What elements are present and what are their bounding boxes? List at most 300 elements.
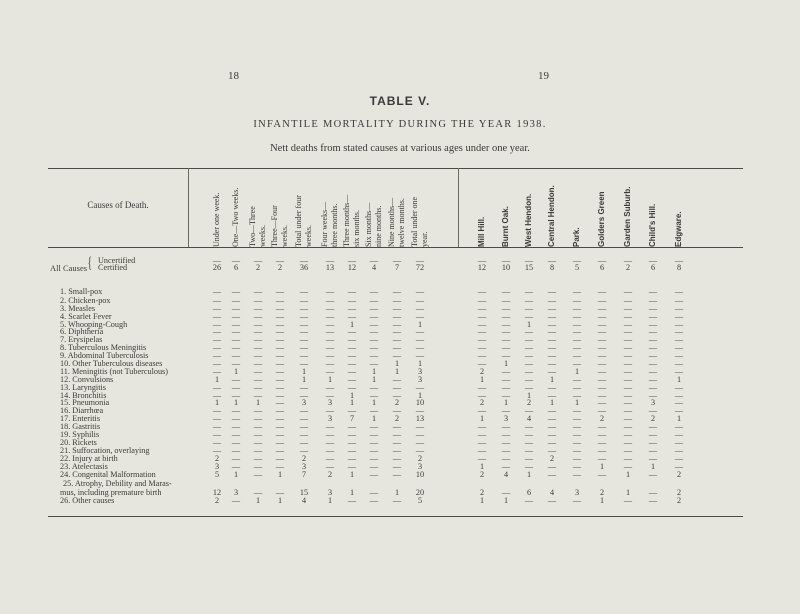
table-cell: — [501, 438, 511, 447]
table-cell: — [674, 335, 684, 344]
table-cell: — [253, 320, 263, 329]
table-cell: — [231, 383, 241, 392]
table-cell: 1 [233, 398, 239, 407]
table-cell: — [648, 430, 658, 439]
row-label: 6. Diphtheria [60, 327, 104, 336]
table-cell: 1 [479, 414, 485, 423]
row-label: 4. Scarlet Fever [60, 312, 112, 321]
table-cell: — [231, 296, 241, 305]
table-cell: — [415, 406, 425, 415]
table-cell: 72 [415, 263, 425, 272]
table-cell: — [524, 304, 534, 313]
table-cell: — [572, 359, 582, 368]
row-label: 19. Syphilis [60, 430, 100, 439]
table-cell: — [477, 256, 487, 265]
table-cell: — [547, 335, 557, 344]
table-cell: — [347, 422, 357, 431]
table-cell: — [524, 343, 534, 352]
table-cell: 1 [574, 367, 580, 376]
table-cell: 1 [417, 359, 423, 368]
table-cell: — [648, 312, 658, 321]
table-cell: — [547, 327, 557, 336]
table-cell: — [275, 343, 285, 352]
table-cell: — [369, 256, 379, 265]
table-cell: — [253, 454, 263, 463]
table-cell: — [325, 256, 335, 265]
table-cell: 8 [676, 263, 682, 272]
table-cell: — [572, 312, 582, 321]
table-cell: — [674, 383, 684, 392]
table-cell: — [524, 383, 534, 392]
table-cell: — [325, 454, 335, 463]
table-cell: — [623, 383, 633, 392]
table-cell: — [392, 383, 402, 392]
table-cell: 2 [255, 263, 261, 272]
table-cell: — [648, 335, 658, 344]
table-cell: 1 [371, 367, 377, 376]
column-header: Mill Hill. [477, 216, 486, 247]
table-cell: — [648, 296, 658, 305]
table-cell: — [347, 454, 357, 463]
table-cell: — [231, 414, 241, 423]
table-cell: — [547, 256, 557, 265]
table-cell: — [231, 304, 241, 313]
table-cell: — [597, 438, 607, 447]
column-header: Two—Three weeks. [248, 206, 267, 247]
table-cell: — [299, 446, 309, 455]
table-cell: — [597, 304, 607, 313]
table-cell: — [392, 430, 402, 439]
table-cell: — [623, 462, 633, 471]
table-cell: — [501, 312, 511, 321]
table-cell: — [674, 391, 684, 400]
table-cell: — [299, 406, 309, 415]
table-cell: — [674, 256, 684, 265]
table-cell: — [547, 351, 557, 360]
table-cell: — [501, 296, 511, 305]
table-cell: 1 [233, 470, 239, 479]
table-cell: — [547, 414, 557, 423]
top-rule [48, 168, 743, 169]
table-cell: — [415, 335, 425, 344]
table-cell: — [347, 406, 357, 415]
table-cell: — [501, 256, 511, 265]
table-cell: — [392, 470, 402, 479]
table-cell: — [212, 287, 222, 296]
table-cell: — [299, 320, 309, 329]
table-cell: — [501, 367, 511, 376]
table-cell: — [392, 496, 402, 505]
table-cell: — [648, 454, 658, 463]
table-cell: 4 [301, 496, 307, 505]
table-cell: — [524, 446, 534, 455]
table-cell: — [524, 312, 534, 321]
table-cell: — [623, 422, 633, 431]
table-cell: — [369, 335, 379, 344]
row-label: 3. Measles [60, 304, 96, 313]
table-cell: — [212, 312, 222, 321]
table-cell: — [212, 446, 222, 455]
table-cell: 2 [394, 414, 400, 423]
table-cell: — [275, 446, 285, 455]
table-cell: — [325, 438, 335, 447]
table-cell: — [299, 430, 309, 439]
table-cell: — [477, 383, 487, 392]
table-cell: — [623, 304, 633, 313]
table-cell: 1 [479, 462, 485, 471]
table-cell: — [524, 256, 534, 265]
table-cell: — [325, 359, 335, 368]
table-cell: — [392, 351, 402, 360]
table-cell: 1 [394, 359, 400, 368]
table-cell: 5 [574, 263, 580, 272]
table-cell: — [501, 446, 511, 455]
table-cell: 13 [415, 414, 425, 423]
table-cell: — [253, 304, 263, 313]
table-cell: — [648, 287, 658, 296]
table-cell: — [212, 343, 222, 352]
row-label: Certified [98, 263, 128, 272]
table-cell: — [369, 383, 379, 392]
table-cell: — [212, 367, 222, 376]
table-cell: — [623, 398, 633, 407]
table-cell: — [299, 327, 309, 336]
column-header: Edgware. [674, 211, 683, 247]
table-cell: 1 [676, 375, 682, 384]
table-cell: — [597, 296, 607, 305]
table-cell: — [253, 335, 263, 344]
table-cell: — [648, 438, 658, 447]
table-cell: — [231, 375, 241, 384]
table-cell: 20 [415, 488, 425, 497]
table-cell: — [477, 287, 487, 296]
table-cell: — [674, 296, 684, 305]
table-cell: — [477, 359, 487, 368]
table-cell: — [212, 383, 222, 392]
table-cell: — [501, 422, 511, 431]
table-cell: — [347, 367, 357, 376]
table-cell: — [253, 383, 263, 392]
table-cell: — [275, 287, 285, 296]
table-cell: 1 [214, 375, 220, 384]
table-cell: — [524, 430, 534, 439]
table-cell: 2 [650, 414, 656, 423]
table-cell: 2 [479, 470, 485, 479]
table-cell: — [253, 488, 263, 497]
row-label: 25. Atrophy, Debility and Maras- [63, 479, 172, 488]
table-cell: 2 [277, 263, 283, 272]
table-cell: — [547, 320, 557, 329]
header-divider [188, 168, 189, 247]
table-cell: — [524, 367, 534, 376]
table-cell: — [597, 351, 607, 360]
all-causes-brace: { [87, 255, 93, 272]
table-cell: — [325, 287, 335, 296]
table-cell: — [231, 430, 241, 439]
table-cell: — [275, 335, 285, 344]
table-cell: 1 [327, 496, 333, 505]
table-cell: — [347, 312, 357, 321]
table-cell: 1 [255, 398, 261, 407]
table-cell: — [275, 367, 285, 376]
table-cell: — [212, 335, 222, 344]
table-cell: — [231, 496, 241, 505]
table-cell: — [572, 351, 582, 360]
row-label: 13. Laryngitis [60, 383, 106, 392]
table-cell: — [648, 256, 658, 265]
table-cell: 1 [255, 496, 261, 505]
table-cell: — [501, 454, 511, 463]
table-cell: — [547, 296, 557, 305]
table-cell: — [597, 454, 607, 463]
table-cell: — [524, 287, 534, 296]
table-cell: — [415, 438, 425, 447]
table-cell: — [231, 335, 241, 344]
column-header: Total under one year. [410, 196, 429, 247]
table-cell: — [572, 454, 582, 463]
table-cell: — [572, 375, 582, 384]
table-cell: — [392, 304, 402, 313]
table-cell: — [597, 430, 607, 439]
table-cell: — [547, 383, 557, 392]
table-cell: 6 [526, 488, 532, 497]
table-cell: — [369, 496, 379, 505]
table-cell: — [415, 351, 425, 360]
table-cell: — [369, 343, 379, 352]
bottom-rule [48, 516, 743, 517]
table-cell: — [501, 335, 511, 344]
table-cell: — [275, 398, 285, 407]
table-cell: — [648, 488, 658, 497]
table-cell: — [369, 470, 379, 479]
table-cell: — [299, 383, 309, 392]
row-label: 1. Small-pox [60, 287, 103, 296]
table-cell: — [253, 414, 263, 423]
table-cell: — [597, 398, 607, 407]
table-cell: — [572, 414, 582, 423]
table-cell: — [623, 438, 633, 447]
table-cell: — [547, 462, 557, 471]
table-cell: — [253, 287, 263, 296]
table-cell: — [597, 359, 607, 368]
table-cell: — [299, 422, 309, 431]
table-cell: — [231, 351, 241, 360]
column-header: Under one week. [212, 192, 221, 247]
table-cell: — [212, 438, 222, 447]
table-cell: 7 [301, 470, 307, 479]
table-cell: — [547, 391, 557, 400]
table-cell: — [648, 470, 658, 479]
table-cell: — [253, 438, 263, 447]
table-cell: — [674, 367, 684, 376]
table-cell: 1 [327, 375, 333, 384]
table-cell: 1 [277, 470, 283, 479]
table-cell: — [253, 430, 263, 439]
table-cell: — [674, 438, 684, 447]
table-cell: — [648, 391, 658, 400]
table-cell: — [648, 383, 658, 392]
table-cell: 5 [214, 470, 220, 479]
table-cell: — [392, 320, 402, 329]
table-cell: 1 [479, 375, 485, 384]
table-cell: 6 [650, 263, 656, 272]
table-cell: — [572, 304, 582, 313]
table-cell: — [253, 343, 263, 352]
table-cell: — [524, 375, 534, 384]
table-cell: — [501, 391, 511, 400]
table-cell: — [524, 296, 534, 305]
table-cell: — [231, 287, 241, 296]
table-cell: 1 [526, 391, 532, 400]
table-cell: — [275, 430, 285, 439]
table-cell: 1 [503, 398, 509, 407]
table-cell: — [347, 304, 357, 313]
table-cell: — [275, 304, 285, 313]
table-cell: — [477, 422, 487, 431]
table-cell: — [369, 446, 379, 455]
table-cell: — [231, 256, 241, 265]
table-cell: — [674, 359, 684, 368]
row-label: 15. Pneumonia [60, 398, 110, 407]
table-cell: — [325, 351, 335, 360]
row-label: 17. Enteritis [60, 414, 101, 423]
table-cell: — [347, 383, 357, 392]
table-cell: — [347, 351, 357, 360]
table-cell: — [597, 367, 607, 376]
table-cell: — [597, 470, 607, 479]
table-cell: 1 [526, 470, 532, 479]
row-label: 18. Gastritis [60, 422, 101, 431]
table-cell: — [275, 454, 285, 463]
table-cell: — [325, 367, 335, 376]
table-cell: 3 [214, 462, 220, 471]
table-cell: — [231, 438, 241, 447]
table-cell: 2 [301, 454, 307, 463]
table-cell: — [501, 320, 511, 329]
table-cell: 3 [301, 462, 307, 471]
table-cell: — [524, 359, 534, 368]
table-cell: — [325, 462, 335, 471]
table-cell: 8 [549, 263, 555, 272]
table-cell: — [253, 367, 263, 376]
table-cell: — [648, 320, 658, 329]
table-cell: 12 [477, 263, 487, 272]
table-cell: — [501, 375, 511, 384]
table-cell: 10 [501, 263, 511, 272]
table-cell: — [231, 422, 241, 431]
table-cell: — [392, 296, 402, 305]
table-cell: — [347, 335, 357, 344]
table-cell: — [547, 343, 557, 352]
table-cell: — [392, 406, 402, 415]
table-cell: 1 [349, 470, 355, 479]
column-header: West Hendon. [524, 193, 533, 247]
table-cell: — [674, 304, 684, 313]
table-cell: — [572, 496, 582, 505]
table-cell: — [597, 287, 607, 296]
table-cell: 2 [676, 470, 682, 479]
table-cell: — [299, 304, 309, 313]
table-cell: 2 [214, 454, 220, 463]
table-cell: 1 [625, 488, 631, 497]
table-cell: — [477, 312, 487, 321]
table-cell: 5 [417, 496, 423, 505]
table-cell: — [623, 414, 633, 423]
table-cell: — [547, 304, 557, 313]
table-cell: 3 [327, 398, 333, 407]
table-cell: — [212, 391, 222, 400]
row-label: 10. Other Tuberculous diseases [60, 359, 163, 368]
table-cell: — [275, 391, 285, 400]
table-cell: — [623, 391, 633, 400]
table-cell: — [597, 446, 607, 455]
table-cell: — [253, 422, 263, 431]
table-cell: — [231, 359, 241, 368]
table-cell: — [547, 287, 557, 296]
table-cell: — [212, 351, 222, 360]
table-cell: — [299, 343, 309, 352]
table-cell: — [347, 256, 357, 265]
table-cell: — [369, 287, 379, 296]
table-cell: — [648, 343, 658, 352]
table-cell: — [623, 367, 633, 376]
table-cell: — [253, 406, 263, 415]
table-cell: — [299, 359, 309, 368]
table-cell: — [572, 343, 582, 352]
table-cell: — [325, 304, 335, 313]
table-cell: — [392, 256, 402, 265]
table-cell: — [572, 256, 582, 265]
table-cell: — [275, 296, 285, 305]
table-cell: — [369, 488, 379, 497]
table-cell: — [501, 343, 511, 352]
column-header: Child's Hill. [648, 203, 657, 247]
table-cell: — [392, 335, 402, 344]
table-cell: — [369, 359, 379, 368]
table-cell: 1 [526, 320, 532, 329]
table-cell: 3 [650, 398, 656, 407]
table-cell: — [623, 406, 633, 415]
table-cell: — [231, 454, 241, 463]
table-cell: 1 [349, 488, 355, 497]
table-cell: — [369, 391, 379, 400]
table-cell: — [623, 454, 633, 463]
table-cell: — [392, 312, 402, 321]
table-cell: — [347, 343, 357, 352]
row-label: 16. Diarrhœa [60, 406, 104, 415]
table-cell: — [369, 422, 379, 431]
table-cell: — [623, 446, 633, 455]
table-cell: 1 [277, 496, 283, 505]
table-cell: 2 [479, 488, 485, 497]
table-cell: — [392, 422, 402, 431]
table-cell: — [347, 430, 357, 439]
table-cell: — [501, 327, 511, 336]
table-cell: — [212, 359, 222, 368]
column-header: Total under four weeks. [294, 195, 313, 247]
table-cell: — [347, 287, 357, 296]
table-cell: — [347, 375, 357, 384]
table-cell: — [547, 359, 557, 368]
table-cell: — [674, 287, 684, 296]
row-label: 8. Tuberculous Meningitis [60, 343, 147, 352]
table-cell: 2 [526, 398, 532, 407]
table-cell: — [415, 256, 425, 265]
table-cell: — [597, 391, 607, 400]
table-cell: — [325, 343, 335, 352]
table-cell: — [648, 406, 658, 415]
table-cell: 1 [549, 398, 555, 407]
